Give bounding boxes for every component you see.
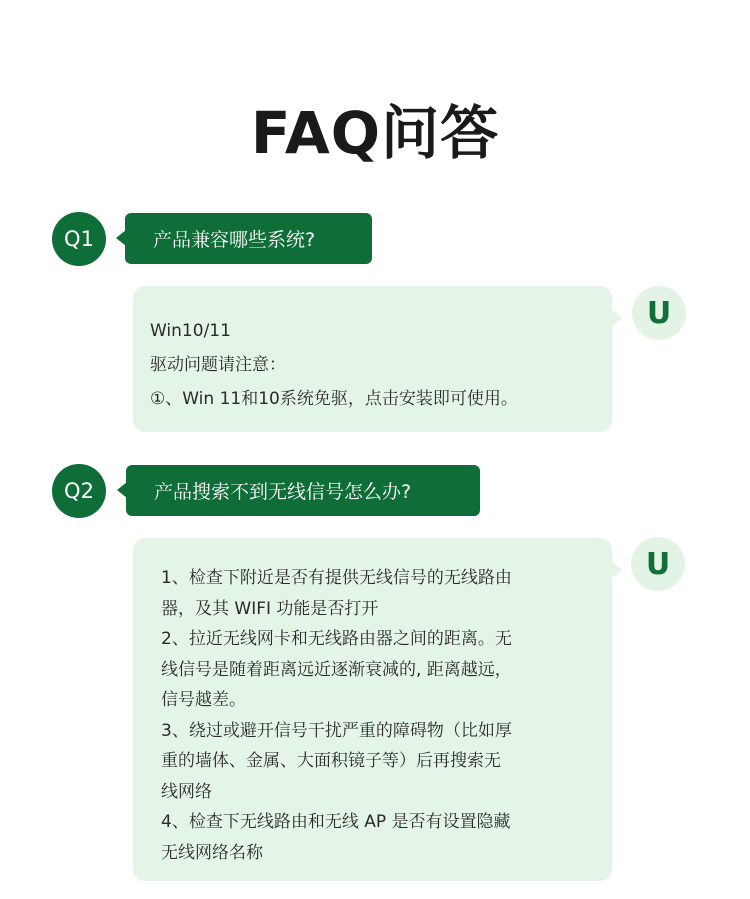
answer-line: 无线网络名称 xyxy=(161,842,263,863)
page-title: FAQ问答 xyxy=(250,99,500,167)
answer-line: 线网络 xyxy=(161,781,212,802)
answer-line: 4、检查下无线路由和无线 AP 是否有设置隐藏 xyxy=(161,812,511,832)
a1-answer-bubble xyxy=(133,286,612,432)
q2-badge: Q2 xyxy=(52,464,106,518)
answer-line: 驱动问题请注意： xyxy=(150,355,286,375)
a1-user-avatar-icon: U xyxy=(632,286,686,340)
answer-line: 线信号是随着距离远近逐渐衰减的, 距离越远， xyxy=(161,659,512,680)
answer-line: ①、Win 11和10系统免驱，点击安装即可使用。 xyxy=(150,389,518,409)
answer-line: 1、检查下附近是否有提供无线信号的无线路由 xyxy=(161,568,512,588)
answer-line: 3、绕过或避开信号干扰严重的障碍物（比如厚 xyxy=(161,720,512,741)
answer-line: 信号越差。 xyxy=(161,690,246,710)
q1-question-text: 产品兼容哪些系统? xyxy=(153,229,316,251)
a2-answer-bubble xyxy=(133,538,612,881)
answer-line: 重的墙体、金属、大面积镜子等）后再搜索无 xyxy=(161,751,501,771)
q1-badge: Q1 xyxy=(52,212,106,266)
q2-question-bubble xyxy=(126,465,480,516)
q2-question-text: 产品搜索不到无线信号怎么办? xyxy=(154,481,412,503)
q1-question-bubble xyxy=(125,213,372,264)
answer-line: 2、拉近无线网卡和无线路由器之间的距离。无 xyxy=(161,629,512,649)
answer-line: Win10/11 xyxy=(150,321,231,341)
a2-user-avatar-icon: U xyxy=(631,537,685,591)
answer-line: 器，及其 WIFI 功能是否打开 xyxy=(161,598,379,619)
